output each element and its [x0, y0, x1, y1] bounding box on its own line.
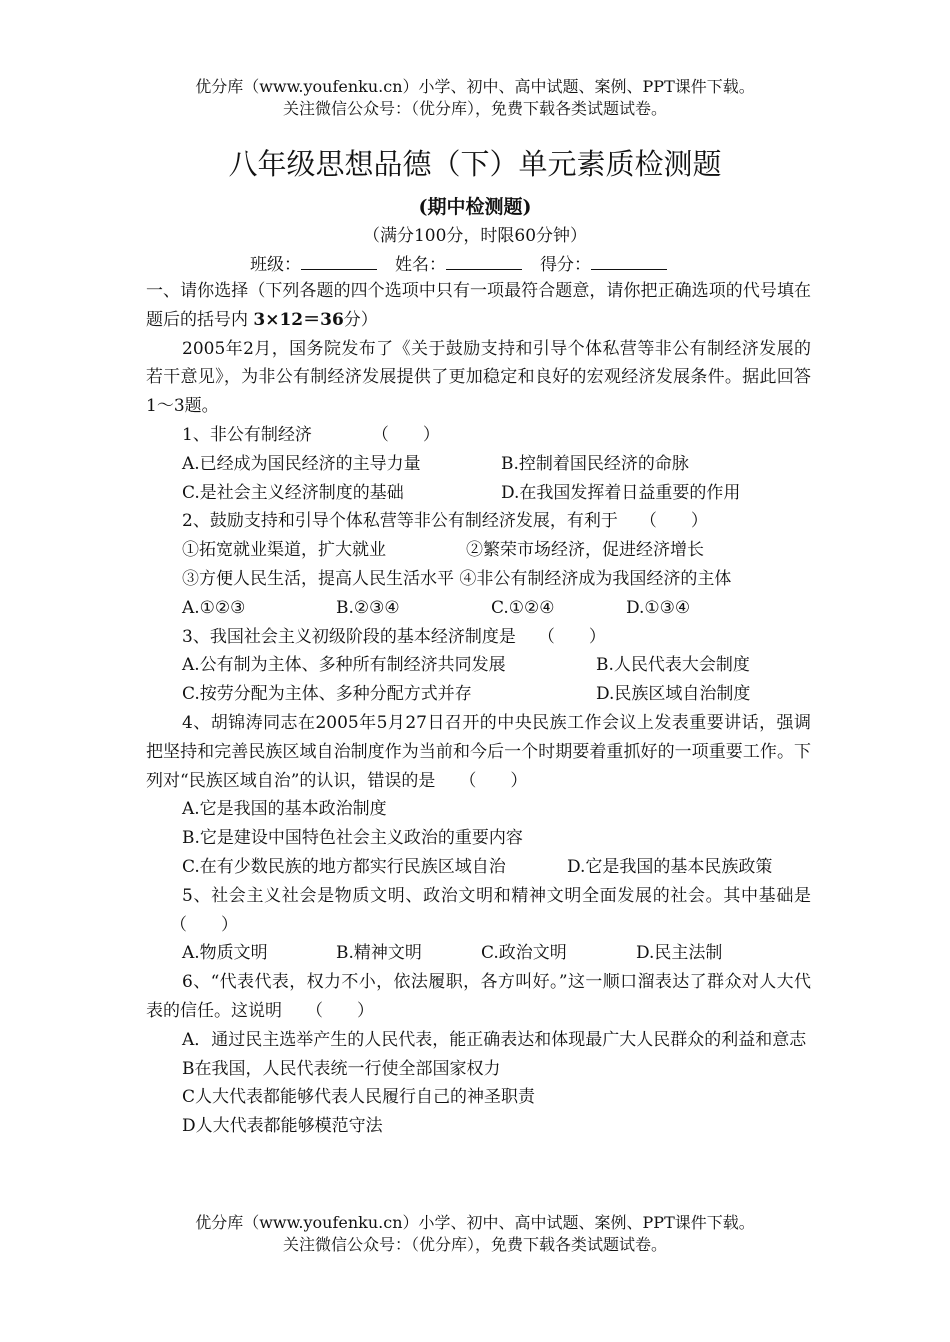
option-b: B.精神文明 [336, 943, 422, 964]
statement-2: ②繁荣市场经济，促进经济增长 [466, 540, 704, 561]
option-d: D人大代表都能够模范守法 [182, 1116, 383, 1137]
option-c: C.在有少数民族的地方都实行民族区域自治 [182, 856, 506, 877]
header-line-1: 优分库（www.youfenku.cn）小学、初中、高中试题、案例、PPT课件下载。 [195, 77, 755, 96]
option-d: D.①③④ [626, 597, 691, 618]
option-a: A.①②③ [182, 597, 246, 618]
footer-line-2: 关注微信公众号：（优分库），免费下载各类试题试卷。 [282, 1235, 667, 1254]
exam-note: （满分100分，时限60分钟） [362, 226, 588, 246]
page-subtitle: (期中检测题) [418, 196, 532, 218]
option-b: B.控制着国民经济的命脉 [501, 453, 689, 474]
question-4: 4、胡锦涛同志在2005年5月27日召开的中央民族工作会议上发表重要讲话，强调把坚持和完善民族区域自治制度作为当前和今后一个时期要着重抓好的一项重要工作。下列对“民族区域自治”的认识，错误的是 （ ） [146, 712, 811, 791]
name-blank [446, 255, 522, 270]
option-d: D.民族区域自治制度 [596, 684, 751, 705]
option-a: A.公有制为主体、多种所有制经济共同发展 [182, 655, 506, 676]
option-c: C.政治文明 [481, 943, 567, 964]
question-6: 6、“代表代表，权力不小，依法履职，各方叫好。”这一顺口溜表达了群众对人大代表的信任。这说明 （ ） [146, 972, 811, 1021]
option-a: A.它是我国的基本政治制度 [182, 799, 387, 820]
option-b: B.②③④ [336, 597, 400, 618]
student-info-row [250, 250, 667, 275]
question-1: 1、非公有制经济 （ ） [182, 424, 440, 445]
question-2-options [146, 594, 811, 623]
question-4-options-cd [146, 853, 811, 882]
question-1-options-cd [146, 479, 811, 508]
question-2: 2、鼓励支持和引导个体私营等非公有制经济发展，有利于 （ ） [182, 511, 708, 532]
question-5-options [146, 939, 811, 968]
section-heading: 一、请你选择（下列各题的四个选项中只有一项最符合题意，请你把正确选项的代号填在题后的括号内 3×12＝36分） [146, 281, 811, 330]
question-3-options-cd [146, 680, 811, 709]
question-1-options-ab [146, 450, 811, 479]
question-2-statements-34: ③方便人民生活，提高人民生活水平 ④非公有制经济成为我国经济的主体 [182, 568, 732, 589]
option-d: D.在我国发挥着日益重要的作用 [501, 482, 741, 503]
question-3: 3、我国社会主义初级阶段的基本经济制度是 （ ） [182, 626, 606, 647]
option-c: C人大代表都能够代表人民履行自己的神圣职责 [182, 1087, 536, 1108]
option-c: C.是社会主义经济制度的基础 [182, 482, 404, 503]
question-2-statements-12 [146, 536, 811, 565]
option-a: A.已经成为国民经济的主导力量 [182, 453, 421, 474]
option-c: C.按劳分配为主体、多种分配方式并存 [182, 684, 472, 705]
option-d: D.民主法制 [636, 943, 723, 964]
question-5: 5、社会主义社会是物质文明、政治文明和精神文明全面发展的社会。其中基础是（ ） [170, 885, 811, 935]
question-3-options-ab [146, 651, 811, 680]
passage-intro: 2005年2月，国务院发布了《关于鼓励支持和引导个体私营等非公有制经济发展的若干意见》，为非公有制经济发展提供了更加稳定和良好的宏观经济发展条件。据此回答1～3题。 [146, 338, 811, 417]
statement-1: ①拓宽就业渠道，扩大就业 [182, 540, 386, 561]
score-label: 得分： [540, 255, 591, 275]
exam-body [146, 277, 811, 1141]
option-a: A.物质文明 [182, 943, 268, 964]
option-d: D.它是我国的基本民族政策 [567, 856, 773, 877]
option-a: A．通过民主选举产生的人民代表，能正确表达和体现最广大人民群众的利益和意志 [182, 1029, 807, 1050]
footer-line-1: 优分库（www.youfenku.cn）小学、初中、高中试题、案例、PPT课件下载。 [195, 1213, 755, 1232]
option-b: B.它是建设中国特色社会主义政治的重要内容 [182, 828, 523, 849]
class-label: 班级： [250, 255, 301, 275]
score-blank [591, 255, 667, 270]
option-b: B.人民代表大会制度 [596, 655, 750, 676]
class-blank [301, 255, 377, 270]
option-b: B在我国，人民代表统一行使全部国家权力 [182, 1058, 501, 1079]
header-line-2: 关注微信公众号：（优分库），免费下载各类试题试卷。 [282, 99, 667, 118]
name-label: 姓名： [395, 255, 446, 275]
page-title: 八年级思想品德（下）单元素质检测题 [228, 147, 722, 181]
option-c: C.①②④ [491, 597, 555, 618]
